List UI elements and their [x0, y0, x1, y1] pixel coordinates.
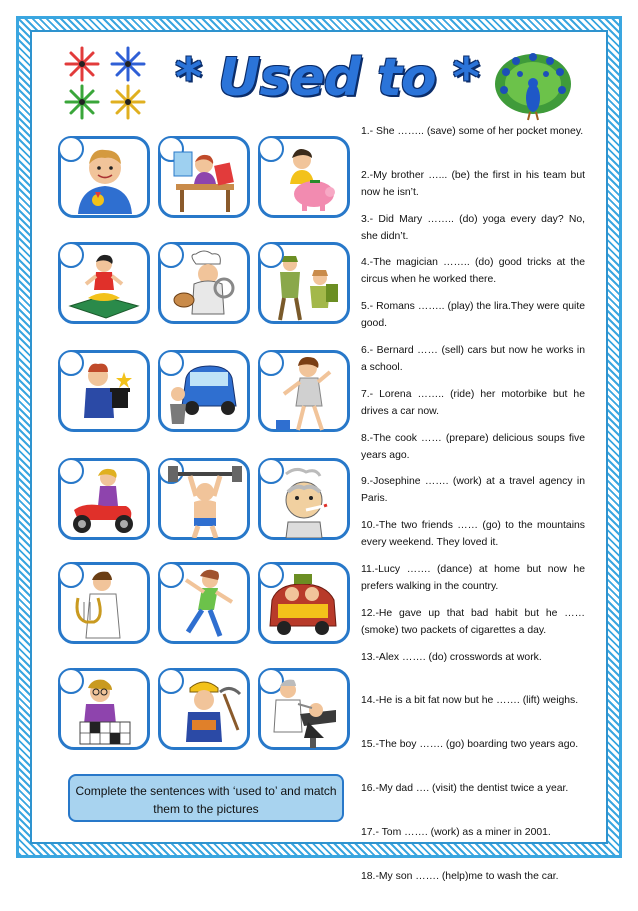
sentence-4: 4.-The magician …….. (do) good tricks at the circus when he worked there.	[361, 257, 585, 286]
sentence-13: 13.-Alex ……. (do) crosswords at work.	[361, 651, 542, 663]
sentence-12: 12.-He gave up that bad habit but he …… (smoke) two packets of cigarettes a day.	[361, 607, 585, 636]
page-title: * Used to *	[175, 48, 479, 108]
weightlifter-illustration	[166, 466, 244, 538]
sentence-7: 7.- Lorena …….. (ride) her motorbike but he drives a car now.	[361, 388, 585, 417]
car-seller-illustration	[166, 358, 242, 428]
roman-with-lyre-illustration	[68, 568, 140, 642]
sentence-5: 5.- Romans …….. (play) the lira.They were quite good.	[361, 301, 585, 330]
hikers-illustration	[266, 248, 344, 324]
sentence-18: 18.-My son ……. (help)me to wash the car.	[361, 870, 559, 882]
sentence-15: 15.-The boy ……. (go) boarding two years ago.	[361, 739, 579, 751]
flower-clipart-icon	[60, 44, 155, 122]
sentence-1: 1.- She …….. (save) some of her pocket money.	[361, 126, 584, 137]
man-doing-crossword-illustration	[66, 676, 142, 748]
dentist-illustration	[264, 674, 342, 750]
sentence-list	[361, 123, 585, 911]
cook-illustration	[168, 248, 242, 322]
man-with-medal-illustration	[68, 142, 142, 214]
sentence-2: 2.-My brother …... (be) the first in his team but now he isn’t.	[361, 169, 585, 198]
magician-illustration	[68, 356, 140, 428]
sentence-6: 6.- Bernard …… (sell) cars but now he works in a school.	[361, 344, 585, 373]
friends-in-car-illustration	[264, 570, 342, 640]
dancing-girl-illustration	[166, 566, 242, 642]
miner-illustration	[166, 674, 242, 750]
sentence-11: 11.-Lucy ……. (dance) at home but now he prefers walking in the country.	[361, 563, 585, 592]
smoker-illustration	[266, 466, 342, 538]
sentence-14: 14.-He is a bit fat now but he ……. (lift) weighs.	[361, 695, 579, 707]
woman-on-motorbike-illustration	[64, 466, 142, 538]
sentence-10: 10.-The two friends …… (go) to the mountains every weekend. They loved it.	[361, 520, 585, 549]
sentence-16: 16.-My dad …. (visit) the dentist twice a year.	[361, 782, 569, 794]
dancing-woman-illustration	[268, 354, 344, 438]
yoga-woman-illustration	[66, 248, 142, 322]
travel-agent-illustration	[170, 144, 240, 214]
girl-with-piggy-bank-illustration	[272, 144, 342, 214]
sentence-3: 3.- Did Mary …….. (do) yoga every day? No, she didn’t.	[361, 213, 585, 242]
sentence-17: 17.- Tom ……. (work) as a miner in 2001.	[361, 826, 551, 838]
peacock-clipart-icon	[492, 50, 574, 122]
sentence-8: 8.-The cook …… (prepare) delicious soups five years ago.	[361, 432, 585, 461]
sentence-9: 9.-Josephine ……. (work) at a travel agency in Paris.	[361, 476, 585, 505]
instruction-box: Complete the sentences with ‘used to’ and match them to the pictures	[68, 774, 344, 822]
